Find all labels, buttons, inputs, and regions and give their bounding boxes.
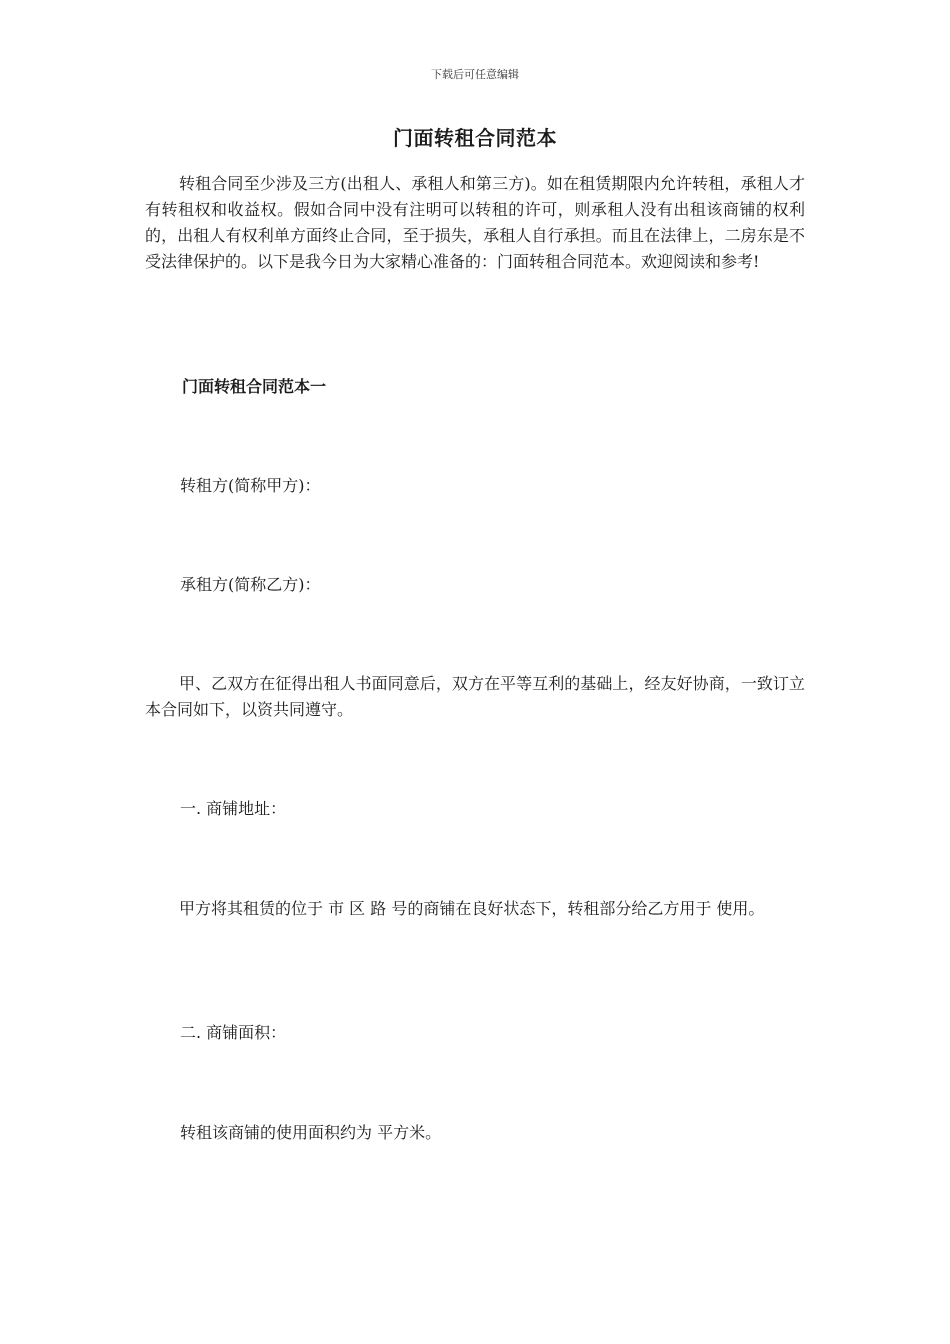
party-b-line: 承租方(简称乙方)：	[180, 575, 321, 594]
clause-2-body: 转租该商铺的使用面积约为 平方米。	[180, 1123, 442, 1142]
document-title: 门面转租合同范本	[393, 126, 557, 150]
header-note: 下载后可任意编辑	[431, 68, 519, 81]
party-a-line: 转租方(简称甲方)：	[180, 476, 321, 495]
clause-1-body: 甲方将其租赁的位于 市 区 路 号的商铺在良好状态下，转租部分给乙方用于 使用。	[179, 899, 765, 918]
clause-1-title: 一. 商铺地址：	[180, 799, 287, 818]
agreement-paragraph: 甲、乙双方在征得出租人书面同意后，双方在平等互利的基础上，经友好协商，一致订立本合同如下，以资共同遵守。	[145, 674, 805, 719]
intro-paragraph: 转租合同至少涉及三方(出租人、承租人和第三方)。如在租赁期限内允许转租，承租人才有转租权和收益权。假如合同中没有注明可以转租的许可，则承租人没有出租该商铺的权利的，出租人有权利单方面终止合同，至于损失，承租人自行承担。而且在法律上，二房东是不受法律保护的。以下是我今日为大家精心准备的：门面转租合同范本。欢迎阅读和参考!	[145, 174, 805, 271]
clause-2-title: 二. 商铺面积：	[180, 1023, 287, 1042]
section-heading: 门面转租合同范本一	[182, 377, 327, 396]
